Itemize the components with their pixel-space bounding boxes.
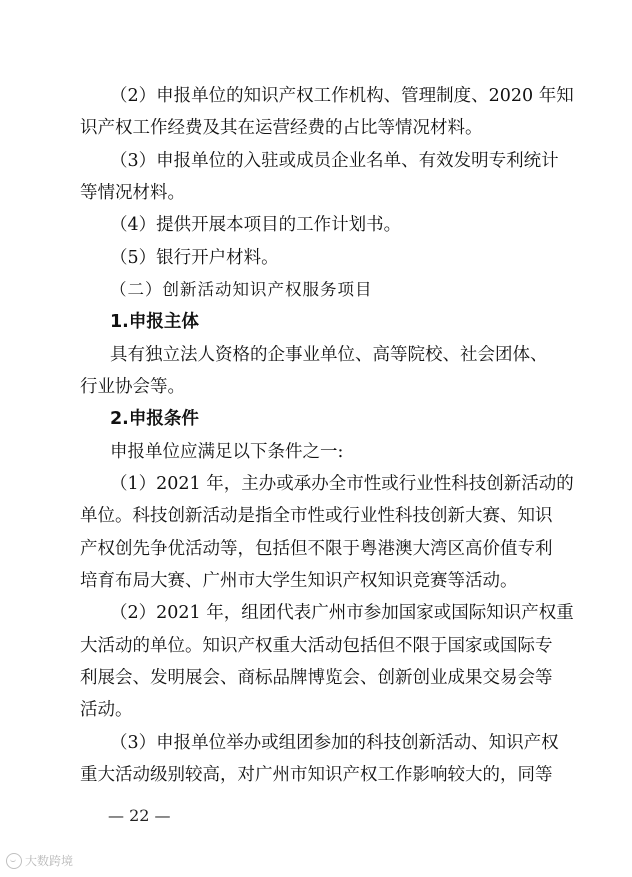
text-line: 等情况材料。 bbox=[80, 183, 185, 203]
text-line: 重大活动级别较高，对广州市知识产权工作影响较大的，同等 bbox=[80, 765, 553, 785]
text-line: 单位。科技创新活动是指全市性或行业性科技创新大赛、知识 bbox=[80, 506, 553, 526]
page-number: — 22 — bbox=[108, 806, 171, 825]
text-line: 识产权工作经费及其在运营经费的占比等情况材料。 bbox=[80, 118, 483, 138]
text-line: 行业协会等。 bbox=[80, 377, 185, 397]
text-line: 1.申报主体 bbox=[110, 312, 199, 332]
text-line: 活动。 bbox=[80, 700, 133, 720]
watermark-logo-icon bbox=[6, 853, 22, 869]
watermark bbox=[6, 852, 73, 869]
text-line: 利展会、发明展会、商标品牌博览会、创新创业成果交易会等 bbox=[80, 668, 553, 688]
watermark-text: 大数跨境 bbox=[25, 854, 74, 868]
text-line: （5）银行开户材料。 bbox=[110, 248, 279, 268]
text-line: 培育布局大赛、广州市大学生知识产权知识竞赛等活动。 bbox=[80, 571, 518, 591]
text-line: （1）2021 年，主办或承办全市性或行业性科技创新活动的 bbox=[110, 474, 574, 494]
text-line: 产权创先争优活动等，包括但不限于粤港澳大湾区高价值专利 bbox=[80, 539, 553, 559]
text-line: （4）提供开展本项目的工作计划书。 bbox=[110, 215, 402, 235]
text-line: 2.申报条件 bbox=[110, 409, 199, 429]
text-line: （二）创新活动知识产权服务项目 bbox=[110, 280, 373, 299]
text-line: （3）申报单位举办或组团参加的科技创新活动、知识产权 bbox=[110, 733, 559, 753]
text-line: （2）申报单位的知识产权工作机构、管理制度、2020 年知 bbox=[110, 86, 574, 106]
text-line: 具有独立法人资格的企事业单位、高等院校、社会团体、 bbox=[110, 345, 548, 365]
text-line: （3）申报单位的入驻或成员企业名单、有效发明专利统计 bbox=[110, 151, 559, 171]
text-line: 申报单位应满足以下条件之一: bbox=[110, 442, 344, 462]
text-line: 大活动的单位。知识产权重大活动包括但不限于国家或国际专 bbox=[80, 636, 553, 656]
text-line: （2）2021 年，组团代表广州市参加国家或国际知识产权重 bbox=[110, 603, 574, 623]
